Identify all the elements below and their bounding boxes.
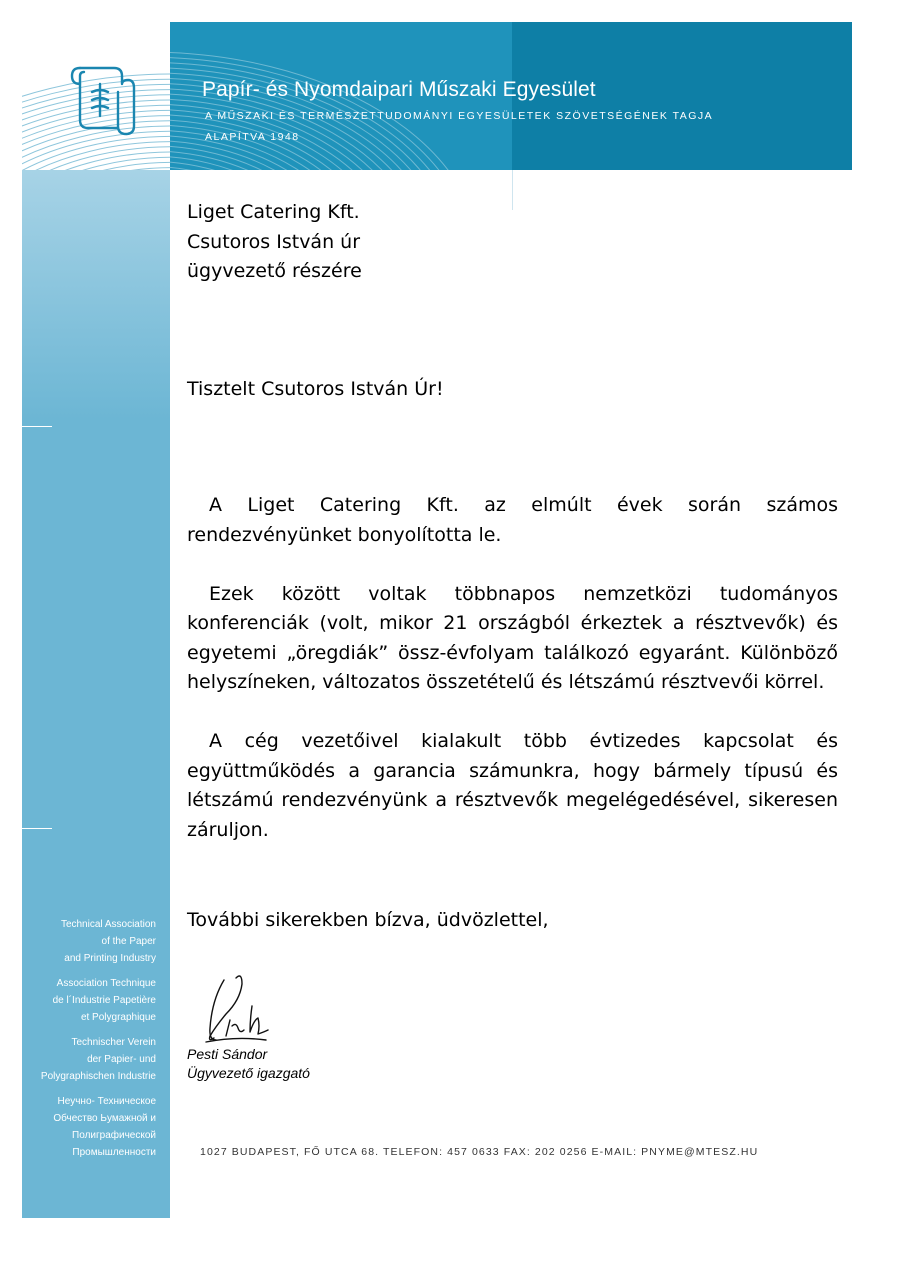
- body-paragraph: A Liget Catering Kft. az elmúlt évek során számos rendezvényünket bonyolította le.: [187, 494, 838, 546]
- footer-contact: 1027 BUDAPEST, FŐ UTCA 68. TELEFON: 457 0633 FAX: 202 0256 E-MAIL: PNYME@MTESZ.HU: [200, 1146, 759, 1158]
- body-paragraph: Ezek között voltak többnapos nemzetközi tudományos konferenciák (volt, mikor 21 országból érkeztek a résztvevők) és egyetemi „öregdiák” össz-évfolyam találkozó egyaránt. Különböző helyszíneken, változatos összetételű és létszámú résztvevői körrel.: [187, 582, 838, 693]
- letter-body: [187, 491, 838, 875]
- sidebar-fade: [22, 170, 170, 420]
- lang-english: Technical Association of the Paper and Printing Industry: [60, 919, 156, 964]
- signer-name: Pesti Sándor: [187, 1046, 268, 1062]
- wave-line: [170, 151, 323, 170]
- lang-german: Technischer Verein der Papier- und Polygraphischen Industrie: [40, 1037, 156, 1082]
- body-paragraph: A cég vezetőivel kialakult több évtizedes kapcsolat és együttműködés a garancia számunkra, hogy bármely típusú és létszámú rendezvényünk a résztvevők megelégedésével, sikeresen záruljon.: [187, 730, 838, 841]
- org-founded: ALAPÍTVA 1948: [205, 131, 300, 143]
- header-divider: [512, 170, 513, 210]
- lang-russian: Неучно- Техническое Обчество Ьумажной и Полиграфической Промышленности: [53, 1096, 156, 1158]
- org-subtitle: A MŰSZAKI ÉS TERMÉSZETTUDOMÁNYI EGYESÜLETEK SZÖVETSÉGÉNEK TAGJA: [205, 110, 714, 122]
- scroll-logo-icon: [66, 62, 138, 138]
- recipient-line: ügyvezető részére: [187, 260, 362, 282]
- signer-block: [187, 1045, 310, 1083]
- sidebar-languages: [22, 916, 156, 1169]
- handwritten-signature-icon: [196, 970, 278, 1050]
- wave-line: [170, 146, 331, 170]
- recipient-line: Liget Catering Kft.: [187, 201, 360, 223]
- recipient-line: Csutoros István úr: [187, 230, 361, 253]
- closing-line: További sikerekben bízva, üdvözlettel,: [187, 909, 549, 931]
- recipient-address: [187, 198, 362, 287]
- sidebar-tick: [22, 426, 52, 427]
- wave-line: [22, 152, 170, 170]
- sidebar-tick: [22, 828, 52, 829]
- salutation: Tisztelt Csutoros István Úr!: [187, 378, 444, 400]
- org-name: Papír- és Nyomdaipari Műszaki Egyesület: [202, 78, 596, 101]
- signer-title: Ügyvezető igazgató: [187, 1065, 310, 1081]
- wave-line: [170, 166, 298, 170]
- lang-french: Association Technique de l´Industrie Papetière et Polygraphique: [52, 978, 156, 1023]
